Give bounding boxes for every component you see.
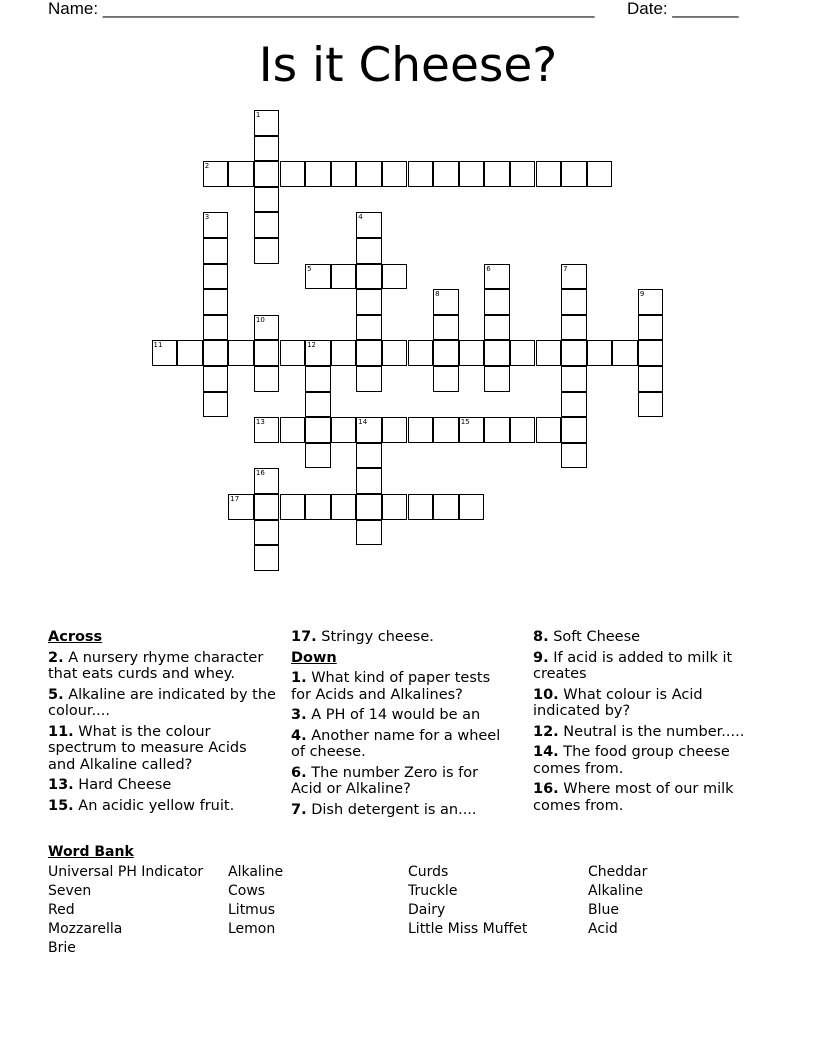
crossword-cell[interactable] [433,366,459,392]
name-field-label: Name: ____________________________________________________ [48,0,595,18]
crossword-cell[interactable] [254,468,280,494]
word-bank-item: Curds [408,864,449,880]
crossword-cell[interactable] [203,340,229,366]
clue-number: 7 [563,264,568,273]
crossword-cell[interactable] [254,366,280,392]
crossword-cell[interactable] [356,289,382,315]
crossword-cell[interactable] [356,212,382,238]
clue-number: 8 [435,290,440,299]
clue-number: 5 [307,264,312,273]
clue-across-17: 17. Stringy cheese. [291,629,434,645]
crossword-cell[interactable] [203,366,229,392]
crossword-cell[interactable] [382,264,408,290]
clue-down-14: 14. The food group cheese comes from. [533,744,730,777]
crossword-cell[interactable] [561,315,587,341]
crossword-cell[interactable] [408,161,434,187]
down-heading: Down [291,649,337,666]
crossword-cell[interactable] [612,340,638,366]
crossword-cell[interactable] [203,161,229,187]
clue-down-4: 4. Another name for a wheel of cheese. [291,727,501,760]
crossword-cell[interactable] [356,264,382,290]
clue-number: 9 [639,290,645,299]
word-bank-title: Word Bank [48,844,134,860]
crossword-cell[interactable] [356,238,382,264]
clue-number: 15 [460,418,470,427]
crossword-cell[interactable] [510,340,536,366]
crossword-cell[interactable] [280,494,306,520]
crossword-cell[interactable] [280,161,306,187]
crossword-cell[interactable] [382,161,408,187]
crossword-cell[interactable] [254,340,280,366]
clue-down-7: 7. Dish detergent is an.... [291,801,477,818]
crossword-cell[interactable] [356,417,382,443]
crossword-cell[interactable] [280,417,306,443]
crossword-cell[interactable] [638,315,664,341]
crossword-cell[interactable] [484,264,510,290]
word-bank-item: Truckle [408,883,458,899]
crossword-cell[interactable] [459,417,485,443]
crossword-cell[interactable] [228,340,254,366]
crossword-cell[interactable] [331,494,357,520]
clue-across-5: 5. Alkaline are indicated by the colour.... [48,686,276,719]
crossword-cell[interactable] [536,161,562,187]
crossword-cell[interactable] [561,392,587,418]
crossword-cell[interactable] [484,161,510,187]
crossword-cell[interactable] [408,494,434,520]
crossword-cell[interactable] [356,494,382,520]
clue-number: 14 [358,418,368,427]
crossword-cell[interactable] [305,366,331,392]
clue-down-9: 9. If acid is added to milk it creates [533,649,733,682]
crossword-cell[interactable] [587,161,613,187]
word-bank-item: Seven [48,883,92,899]
crossword-cell[interactable] [382,494,408,520]
crossword-cell[interactable] [280,340,306,366]
clue-number: 2 [204,162,210,171]
word-bank-item: Little Miss Muffet [408,921,528,937]
crossword-cell[interactable] [356,366,382,392]
clue-down-16: 16. Where most of our milk comes from. [533,781,734,814]
crossword-cell[interactable] [305,161,331,187]
clue-down-3: 3. A PH of 14 would be an [291,707,481,723]
clue-across-2: 2. A nursery rhyme character that eats curds and whey. [48,649,264,682]
crossword-cell[interactable] [254,136,280,162]
crossword-cell[interactable] [638,340,664,366]
crossword-cell[interactable] [203,392,229,418]
crossword-cell[interactable] [382,340,408,366]
crossword-cell[interactable] [433,315,459,341]
word-bank-item: Litmus [228,902,275,918]
across-heading: Across [48,629,103,645]
clue-number: 11 [153,341,163,350]
crossword-cell[interactable] [561,366,587,392]
crossword-cell[interactable] [305,264,331,290]
clue-column-1 [48,629,276,818]
crossword-cell[interactable] [561,161,587,187]
crossword-cell[interactable] [356,315,382,341]
crossword-cell[interactable] [408,417,434,443]
crossword-cell[interactable] [254,315,280,341]
crossword-cell[interactable] [433,161,459,187]
page-title: Is it Cheese? [258,38,558,93]
crossword-cell[interactable] [638,366,664,392]
crossword-cell[interactable] [408,340,434,366]
clue-down-8: 8. Soft Cheese [533,629,641,645]
word-bank-item: Lemon [228,921,276,937]
crossword-cell[interactable] [510,417,536,443]
word-bank-item: Alkaline [228,864,284,880]
crossword-cell[interactable] [459,340,485,366]
crossword-cell[interactable] [254,494,280,520]
crossword-cell[interactable] [177,340,203,366]
crossword-cell[interactable] [484,315,510,341]
crossword-cell[interactable] [254,417,280,443]
word-bank-item: Red [48,902,75,918]
crossword-cell[interactable] [356,520,382,546]
crossword-cell[interactable] [305,443,331,469]
clue-number: 13 [255,418,265,427]
crossword-cell[interactable] [203,238,229,264]
clue-number: 6 [486,264,491,273]
crossword-cell[interactable] [331,417,357,443]
clue-column-2 [291,629,513,822]
crossword-cell[interactable] [228,161,254,187]
crossword-cell[interactable] [433,494,459,520]
clue-number: 17 [230,495,240,503]
crossword-cell[interactable] [561,340,587,366]
word-bank-item: Brie [48,940,76,956]
word-bank-item: Dairy [408,902,446,918]
word-bank-item: Universal PH Indicator [48,864,204,880]
word-bank-column-1 [48,863,203,958]
clue-across-13: 13. Hard Cheese [48,777,172,793]
crossword-cell[interactable] [203,264,229,290]
clue-across-15: 15. An acidic yellow fruit. [48,797,235,814]
crossword-cell[interactable] [587,340,613,366]
word-bank-item: Cows [228,883,266,899]
crossword-cell[interactable] [331,340,357,366]
clue-down-1: 1. What kind of paper tests for Acids and Alkalines? [291,670,491,703]
crossword-cell[interactable] [484,340,510,366]
crossword-cell[interactable] [305,417,331,443]
clue-number: 3 [204,213,210,222]
date-field-label: Date: _______ [627,0,739,18]
word-bank-item: Cheddar [588,864,648,880]
crossword-cell[interactable] [536,340,562,366]
crossword-cell[interactable] [433,340,459,366]
clue-number: 1 [255,111,261,119]
crossword-cell[interactable] [203,289,229,315]
crossword-cell[interactable] [638,289,664,315]
crossword-cell[interactable] [305,392,331,418]
word-bank-item: Acid [588,921,618,937]
clue-number: 10 [255,315,265,324]
crossword-cell[interactable] [356,340,382,366]
clue-number: 4 [358,213,363,222]
crossword-cell[interactable] [331,264,357,290]
crossword-cell[interactable] [356,161,382,187]
crossword-cell[interactable] [254,212,280,238]
crossword-cell[interactable] [203,315,229,341]
crossword-cell[interactable] [561,289,587,315]
crossword-cell[interactable] [356,468,382,494]
crossword-cell[interactable] [433,289,459,315]
crossword-cell[interactable] [484,289,510,315]
crossword-cell[interactable] [254,187,280,213]
word-bank-column-3 [408,863,527,939]
crossword-cell[interactable] [203,212,229,238]
crossword-cell[interactable] [254,520,280,546]
crossword-cell[interactable] [228,494,254,520]
crossword-cell[interactable] [254,110,280,136]
crossword-cell[interactable] [433,417,459,443]
clue-down-6: 6. The number Zero is for Acid or Alkaline? [291,764,479,797]
word-bank-item: Mozzarella [48,921,123,937]
crossword-cell[interactable] [561,443,587,469]
crossword-cell[interactable] [561,264,587,290]
word-bank-column-2 [228,863,283,939]
word-bank-item: Blue [588,902,619,918]
crossword-cell[interactable] [331,161,357,187]
word-bank-column-4 [588,863,647,939]
crossword-cell[interactable] [561,417,587,443]
crossword-cell[interactable] [254,161,280,187]
clue-number: 12 [307,341,317,350]
crossword-cell[interactable] [356,443,382,469]
crossword-cell[interactable] [152,340,178,366]
crossword-cell[interactable] [638,392,664,418]
crossword-cell[interactable] [305,494,331,520]
crossword-cell[interactable] [459,161,485,187]
clue-number: 16 [255,469,265,478]
crossword-cell[interactable] [484,366,510,392]
clue-column-3 [533,629,773,818]
clue-across-11: 11. What is the colour spectrum to measure Acids and Alkaline called? [48,723,247,773]
crossword-cell[interactable] [459,494,485,520]
word-bank-item: Alkaline [588,883,644,899]
crossword-cell[interactable] [305,340,331,366]
crossword-cell[interactable] [484,417,510,443]
clue-down-10: 10. What colour is Acid indicated by? [533,686,703,719]
crossword-cell[interactable] [254,545,280,571]
crossword-cell[interactable] [382,417,408,443]
clue-down-12: 12. Neutral is the number..... [533,723,745,740]
crossword-cell[interactable] [254,238,280,264]
crossword-cell[interactable] [536,417,562,443]
crossword-cell[interactable] [510,161,536,187]
